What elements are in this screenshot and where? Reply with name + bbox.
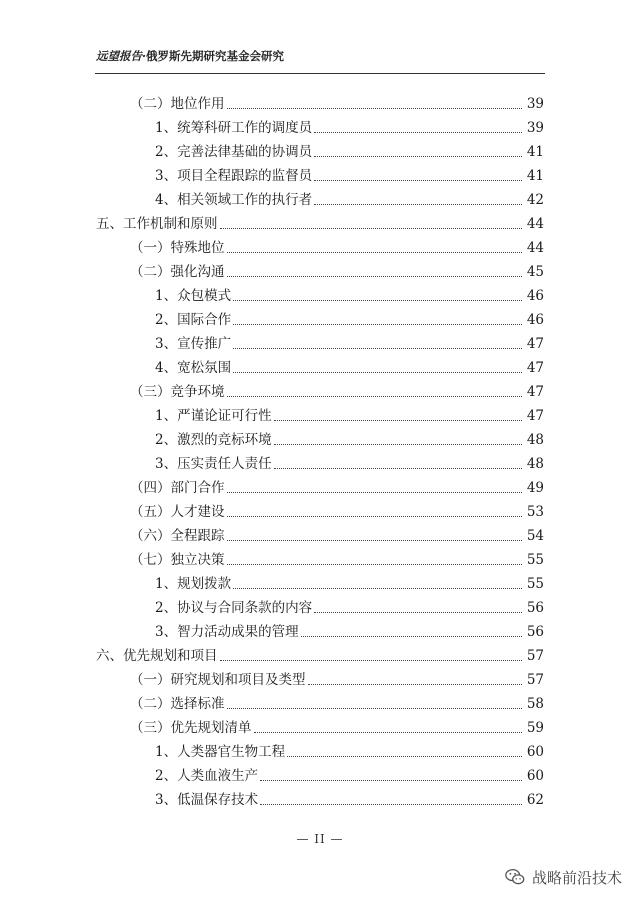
toc-entry-label: 六、优先规划和项目 bbox=[96, 648, 218, 664]
toc-entry-page: 57 bbox=[526, 672, 544, 688]
running-header bbox=[96, 48, 544, 68]
toc-leader-dots bbox=[227, 252, 523, 253]
toc-leader-dots bbox=[274, 444, 522, 445]
toc-entry-label: （四）部门合作 bbox=[130, 480, 225, 496]
toc-leader-dots bbox=[260, 804, 522, 805]
toc-entry-page: 55 bbox=[526, 552, 544, 568]
toc-entry-page: 55 bbox=[526, 576, 544, 592]
toc-leader-dots bbox=[254, 732, 523, 733]
toc-entry[interactable] bbox=[155, 333, 544, 353]
toc-entry-page: 47 bbox=[526, 336, 544, 352]
toc-entry-page: 47 bbox=[526, 384, 544, 400]
toc-entry-label: 4、宽松氛围 bbox=[155, 360, 232, 376]
toc-entry[interactable] bbox=[155, 357, 544, 377]
toc-entry[interactable] bbox=[130, 261, 544, 281]
toc-entry-label: （二）选择标准 bbox=[130, 696, 225, 712]
toc-entry-label: 3、宣传推广 bbox=[155, 336, 232, 352]
toc-entry[interactable] bbox=[155, 141, 544, 161]
toc-entry-page: 45 bbox=[526, 264, 544, 280]
toc-entry-page: 57 bbox=[526, 648, 544, 664]
toc-entry-label: 1、人类器官生物工程 bbox=[155, 744, 286, 760]
toc-entry[interactable] bbox=[130, 693, 544, 713]
toc-entry[interactable] bbox=[130, 477, 544, 497]
toc-entry-page: 46 bbox=[526, 288, 544, 304]
toc-leader-dots bbox=[287, 756, 522, 757]
toc-leader-dots bbox=[233, 372, 522, 373]
toc-entry-page: 56 bbox=[526, 600, 544, 616]
toc-entry[interactable] bbox=[130, 501, 544, 521]
toc-entry[interactable] bbox=[130, 381, 544, 401]
toc-entry[interactable] bbox=[155, 405, 544, 425]
toc-entry-page: 60 bbox=[526, 768, 544, 784]
toc-entry-label: （五）人才建设 bbox=[130, 504, 225, 520]
toc-leader-dots bbox=[274, 468, 522, 469]
toc-entry[interactable] bbox=[155, 453, 544, 473]
wechat-icon bbox=[504, 866, 526, 888]
report-title: 俄罗斯先期研究基金会研究 bbox=[146, 49, 285, 63]
toc-entry[interactable] bbox=[155, 309, 544, 329]
toc-entry-page: 56 bbox=[526, 624, 544, 640]
toc-entry-page: 46 bbox=[526, 312, 544, 328]
toc-entry[interactable] bbox=[155, 765, 544, 785]
toc-entry-label: 3、项目全程跟踪的监督员 bbox=[155, 168, 313, 184]
toc-entry-page: 44 bbox=[526, 240, 544, 256]
toc-entry[interactable] bbox=[155, 189, 544, 209]
toc-entry-label: 1、规划拨款 bbox=[155, 576, 232, 592]
toc-entry-label: （六）全程跟踪 bbox=[130, 528, 225, 544]
toc-leader-dots bbox=[227, 396, 523, 397]
watermark-text: 战略前沿技术 bbox=[531, 868, 622, 887]
toc-entry-page: 47 bbox=[526, 360, 544, 376]
toc-leader-dots bbox=[227, 540, 523, 541]
wechat-watermark bbox=[504, 866, 622, 888]
toc-entry-label: 1、严谨论证可行性 bbox=[155, 408, 272, 424]
toc-entry-label: 1、统筹科研工作的调度员 bbox=[155, 120, 313, 136]
toc-entry-label: 2、国际合作 bbox=[155, 312, 232, 328]
toc-entry[interactable] bbox=[155, 573, 544, 593]
toc-leader-dots bbox=[220, 660, 523, 661]
toc-entry-page: 48 bbox=[526, 432, 544, 448]
toc-entry[interactable] bbox=[155, 621, 544, 641]
toc-entry[interactable] bbox=[155, 789, 544, 809]
toc-leader-dots bbox=[220, 228, 523, 229]
toc-entry-page: 41 bbox=[526, 144, 544, 160]
toc-entry-page: 47 bbox=[526, 408, 544, 424]
toc-leader-dots bbox=[227, 708, 523, 709]
toc-entry-label: 3、低温保存技术 bbox=[155, 792, 259, 808]
toc-entry-label: （二）地位作用 bbox=[130, 96, 225, 112]
toc-leader-dots bbox=[227, 516, 523, 517]
toc-entry-label: 4、相关领域工作的执行者 bbox=[155, 192, 313, 208]
toc-entry-page: 39 bbox=[526, 120, 544, 136]
toc-entry-label: （二）强化沟通 bbox=[130, 264, 225, 280]
toc-entry[interactable] bbox=[130, 717, 544, 737]
toc-leader-dots bbox=[314, 132, 522, 133]
toc-entry[interactable] bbox=[155, 285, 544, 305]
toc-leader-dots bbox=[233, 348, 522, 349]
toc-leader-dots bbox=[314, 180, 522, 181]
toc-entry-label: 3、智力活动成果的管理 bbox=[155, 624, 299, 640]
toc-leader-dots bbox=[233, 324, 522, 325]
toc-entry-label: 2、激烈的竞标环境 bbox=[155, 432, 272, 448]
toc-entry[interactable] bbox=[96, 213, 544, 233]
toc-entry-label: 2、完善法律基础的协调员 bbox=[155, 144, 313, 160]
toc-entry-page: 53 bbox=[526, 504, 544, 520]
toc-leader-dots bbox=[274, 420, 522, 421]
header-rule bbox=[95, 73, 545, 74]
toc-entry-label: 1、众包模式 bbox=[155, 288, 232, 304]
toc-entry-label: （一）研究规划和项目及类型 bbox=[130, 672, 306, 688]
toc-entry-label: （一）特殊地位 bbox=[130, 240, 225, 256]
toc-entry[interactable] bbox=[130, 525, 544, 545]
toc-leader-dots bbox=[314, 612, 522, 613]
toc-entry-label: （三）优先规划清单 bbox=[130, 720, 252, 736]
toc-entry[interactable] bbox=[155, 165, 544, 185]
toc-entry-page: 54 bbox=[526, 528, 544, 544]
toc-entry[interactable] bbox=[130, 93, 544, 113]
toc-leader-dots bbox=[227, 276, 523, 277]
toc-entry-label: （三）竞争环境 bbox=[130, 384, 225, 400]
toc-entry-label: 3、压实责任人责任 bbox=[155, 456, 272, 472]
toc-entry-label: （七）独立决策 bbox=[130, 552, 225, 568]
toc-entry[interactable] bbox=[155, 597, 544, 617]
toc-entry-page: 39 bbox=[526, 96, 544, 112]
page-number: — II — bbox=[296, 832, 344, 846]
toc-entry[interactable] bbox=[130, 237, 544, 257]
toc-entry-label: 2、协议与合同条款的内容 bbox=[155, 600, 313, 616]
toc-leader-dots bbox=[260, 780, 522, 781]
toc-entry[interactable] bbox=[155, 117, 544, 137]
toc-entry-page: 59 bbox=[526, 720, 544, 736]
toc-entry-page: 42 bbox=[526, 192, 544, 208]
report-series-label: 远望报告· bbox=[96, 49, 147, 63]
toc-entry-page: 60 bbox=[526, 744, 544, 760]
toc-entry-label: 2、人类血液生产 bbox=[155, 768, 259, 784]
toc-entry-page: 44 bbox=[526, 216, 544, 232]
toc-leader-dots bbox=[301, 636, 522, 637]
toc-entry[interactable] bbox=[155, 429, 544, 449]
toc-entry[interactable] bbox=[130, 669, 544, 689]
toc-entry-page: 62 bbox=[526, 792, 544, 808]
toc-leader-dots bbox=[227, 492, 523, 493]
toc-entry[interactable] bbox=[96, 645, 544, 665]
toc-entry[interactable] bbox=[130, 549, 544, 569]
toc-entry[interactable] bbox=[155, 741, 544, 761]
toc-entry-label: 五、工作机制和原则 bbox=[96, 216, 218, 232]
toc-entry-page: 49 bbox=[526, 480, 544, 496]
toc-entry-page: 41 bbox=[526, 168, 544, 184]
toc-leader-dots bbox=[233, 300, 522, 301]
toc-entry-page: 48 bbox=[526, 456, 544, 472]
toc-leader-dots bbox=[308, 684, 523, 685]
toc-leader-dots bbox=[314, 204, 522, 205]
toc-leader-dots bbox=[233, 588, 522, 589]
toc-leader-dots bbox=[314, 156, 522, 157]
toc-leader-dots bbox=[227, 564, 523, 565]
toc-entry-page: 58 bbox=[526, 696, 544, 712]
toc-leader-dots bbox=[227, 108, 523, 109]
